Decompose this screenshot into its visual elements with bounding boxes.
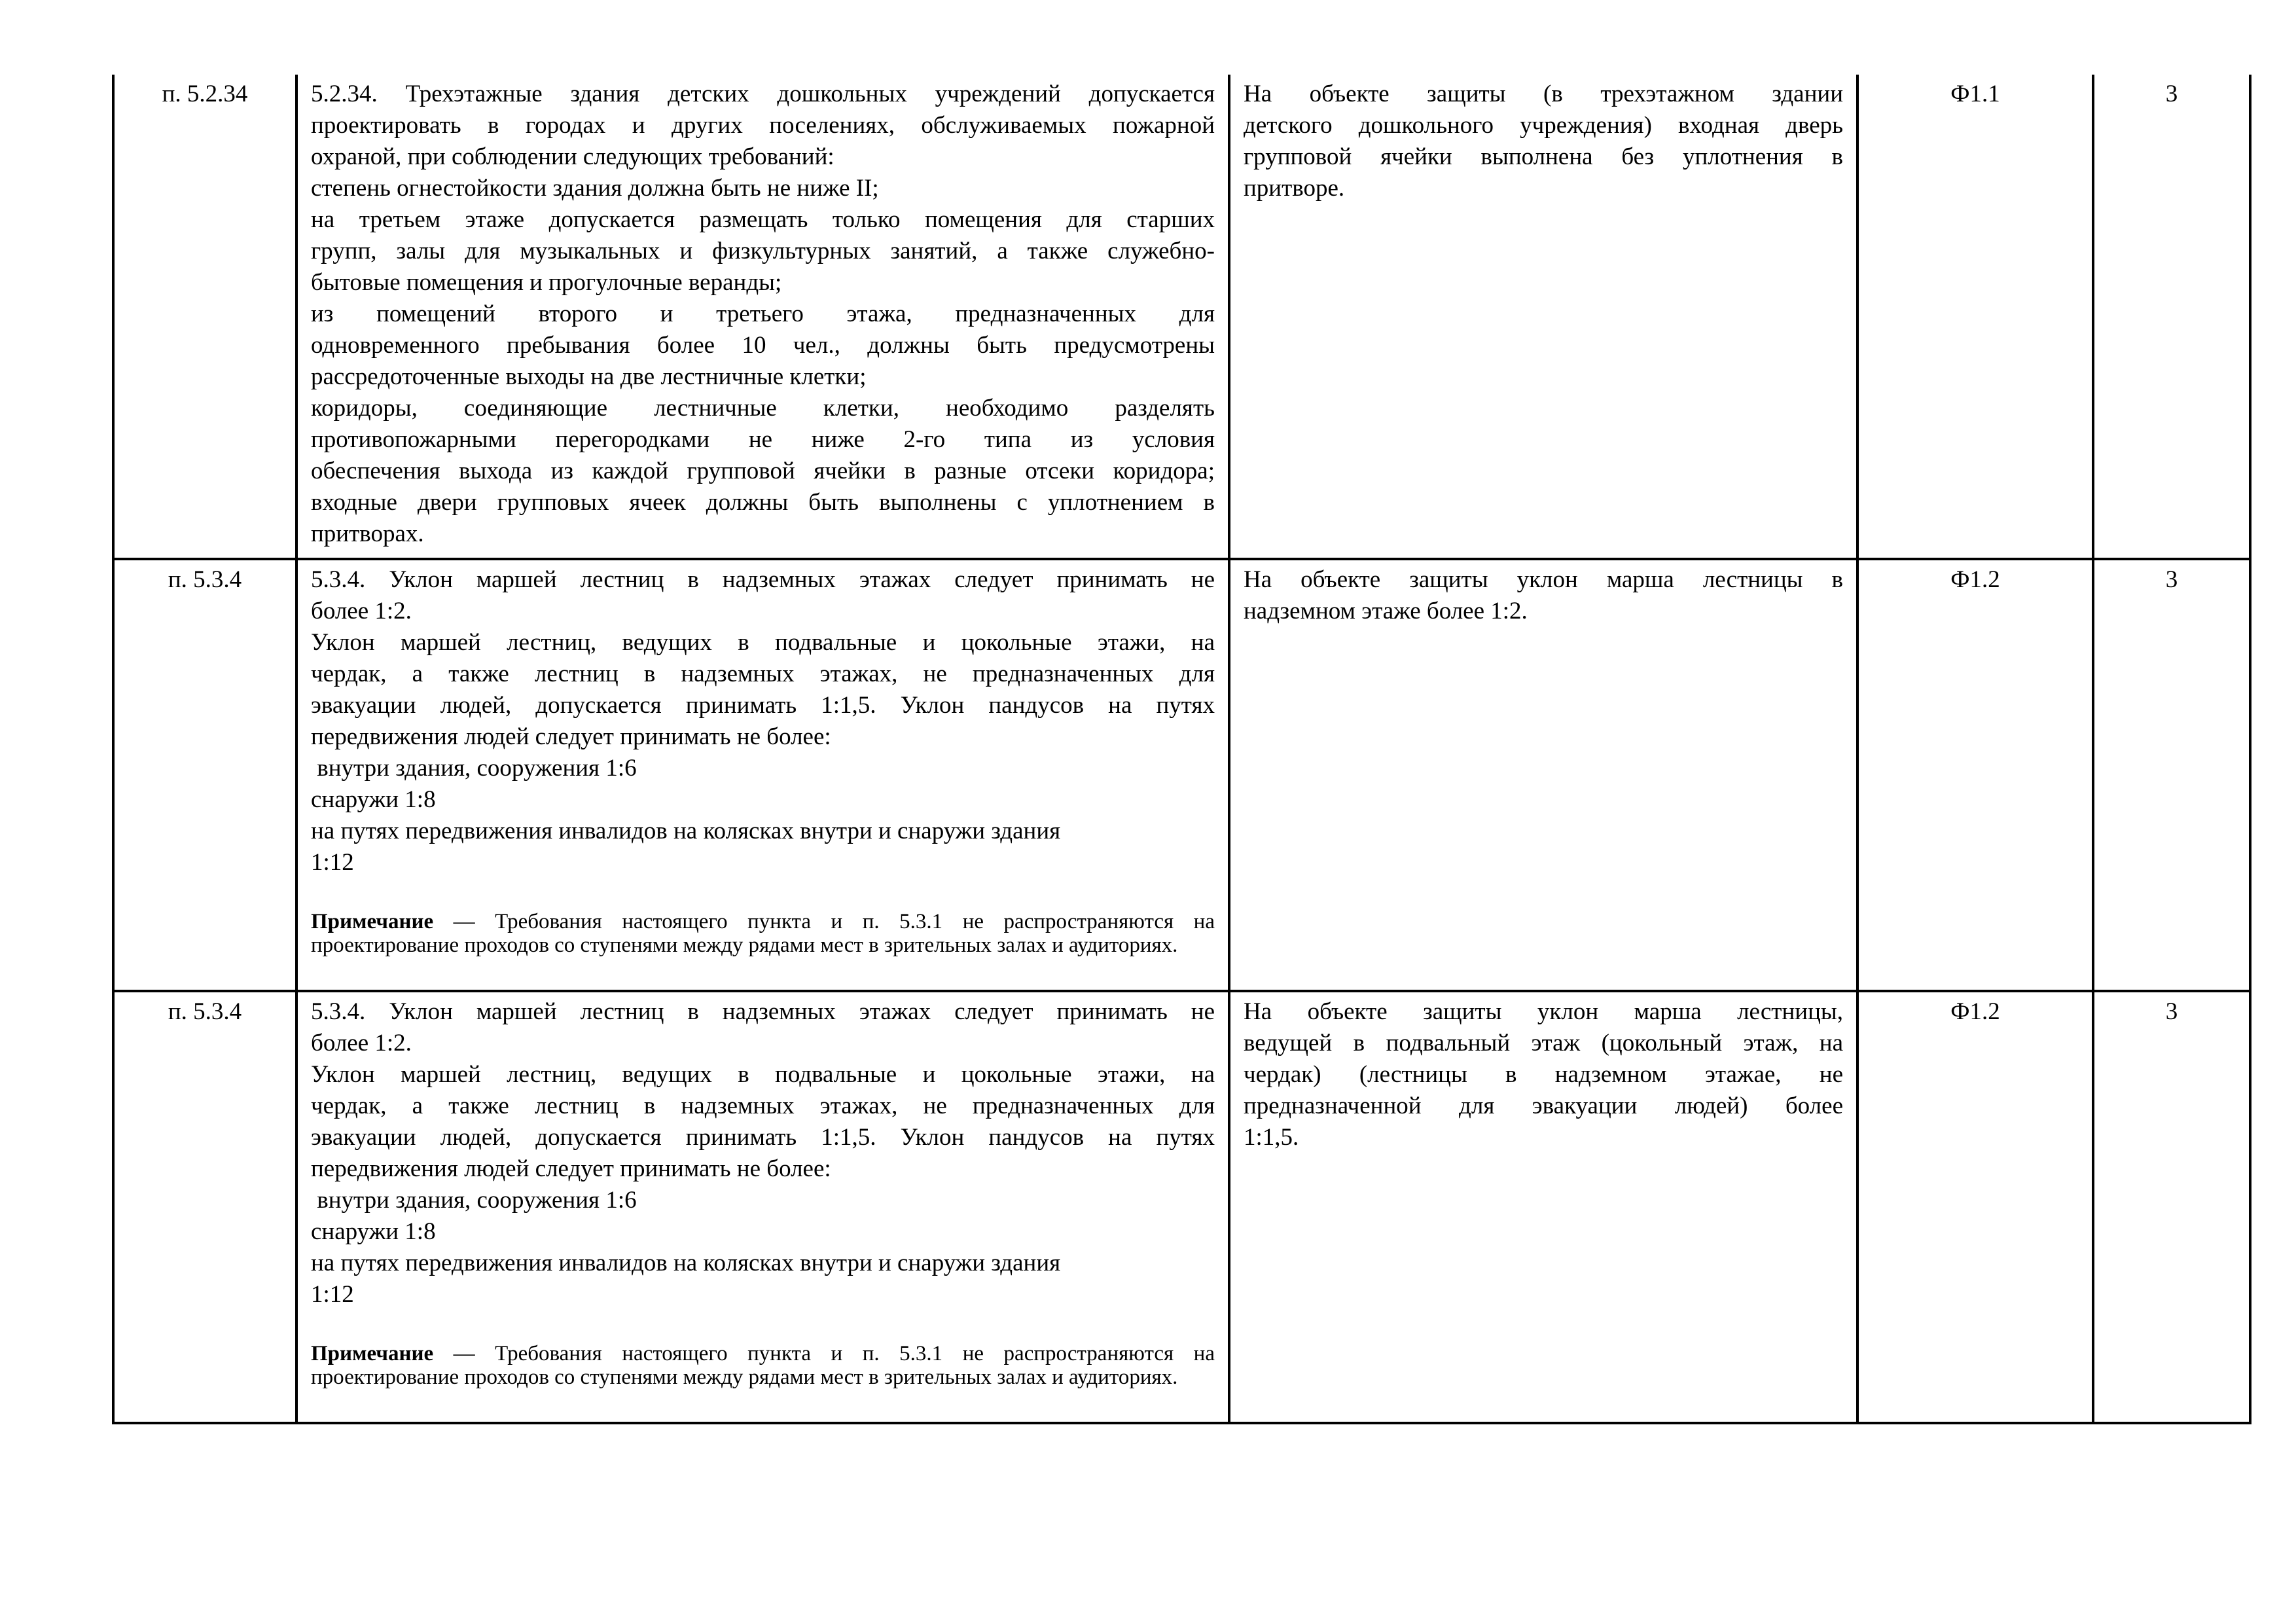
violation-text: На объекте защиты (в трехэтажном здании детского дошкольного учреждения) входная дверь групповой ячейки выполнена без уплотнения в притворе. xyxy=(1229,75,1857,559)
table-row xyxy=(113,991,2250,1423)
note: Примечание — Требования настоящего пункта и п. 5.3.1 не распространяются на проектирование проходов со ступенями между рядами мест в зрительных залах и аудиториях. xyxy=(311,910,1215,957)
requirement-text: 5.3.4. Уклон маршей лестниц в надземных этажах следует принимать не более 1:2. Уклон маршей лестниц, ведущих в подвальные и цокольные этажи, на чердак, а также лестниц в надземных этажах, не предназначенных для эвакуации людей, допускается принимать 1:1,5. Уклон пандусов на путях передвижения людей следует принимать не более: внутри здания, сооружения 1:6 снаружи 1:8 на путях передвижения инвалидов на колясках внутри и снаружи здания 1:12 Примечание — Требования настоящего пункта и п. 5.3.1 не распространяются на проектирование проходов со ступенями между рядами мест в зрительных залах и аудиториях. xyxy=(296,559,1229,991)
class-code: Ф1.2 xyxy=(1857,559,2093,991)
class-code: Ф1.1 xyxy=(1857,75,2093,559)
table-row xyxy=(113,75,2250,559)
violation-text: На объекте защиты уклон марша лестницы в надземном этаже более 1:2. xyxy=(1229,559,1857,991)
class-code: Ф1.2 xyxy=(1857,991,2093,1423)
requirement-text: 5.2.34. Трехэтажные здания детских дошкольных учреждений допускается проектировать в городах и других поселениях, обслуживаемых пожарной охраной, при соблюдении следующих требований: степень огнестойкости здания должна быть не ниже II; на третьем этаже допускается размещать только помещения для старших групп, залы для музыкальных и физкультурных занятий, а также служебно- бытовые помещения и прогулочные веранды; из помещений второго и третьего этажа, предназначенных для одновременного пребывания более 10 чел., должны быть предусмотрены рассредоточенные выходы на две лестничные клетки; коридоры, соединяющие лестничные клетки, необходимо разделять противопожарными перегородками не ниже 2-го типа из условия обеспечения выхода из каждой групповой ячейки в разные отсеки коридора; входные двери групповых ячеек должны быть выполнены с уплотнением в притворах. xyxy=(296,75,1229,559)
norm-reference: п. 5.3.4 xyxy=(113,991,296,1423)
inspection-table xyxy=(112,75,2251,1424)
violation-text: На объекте защиты уклон марша лестницы, ведущей в подвальный этаж (цокольный этаж, на чердак) (лестницы в надземном этажае, не предназначенной для эвакуации людей) более 1:1,5. xyxy=(1229,991,1857,1423)
norm-reference: п. 5.2.34 xyxy=(113,75,296,559)
requirement-text: 5.3.4. Уклон маршей лестниц в надземных этажах следует принимать не более 1:2. Уклон маршей лестниц, ведущих в подвальные и цокольные этажи, на чердак, а также лестниц в надземных этажах, не предназначенных для эвакуации людей, допускается принимать 1:1,5. Уклон пандусов на путях передвижения людей следует принимать не более: внутри здания, сооружения 1:6 снаружи 1:8 на путях передвижения инвалидов на колясках внутри и снаружи здания 1:12 Примечание — Требования настоящего пункта и п. 5.3.1 не распространяются на проектирование проходов со ступенями между рядами мест в зрительных залах и аудиториях. xyxy=(296,991,1229,1423)
table-row xyxy=(113,559,2250,991)
norm-reference: п. 5.3.4 xyxy=(113,559,296,991)
note: Примечание — Требования настоящего пункта и п. 5.3.1 не распространяются на проектирование проходов со ступенями между рядами мест в зрительных залах и аудиториях. xyxy=(311,1342,1215,1389)
count-value: 3 xyxy=(2093,559,2250,991)
count-value: 3 xyxy=(2093,991,2250,1423)
count-value: 3 xyxy=(2093,75,2250,559)
